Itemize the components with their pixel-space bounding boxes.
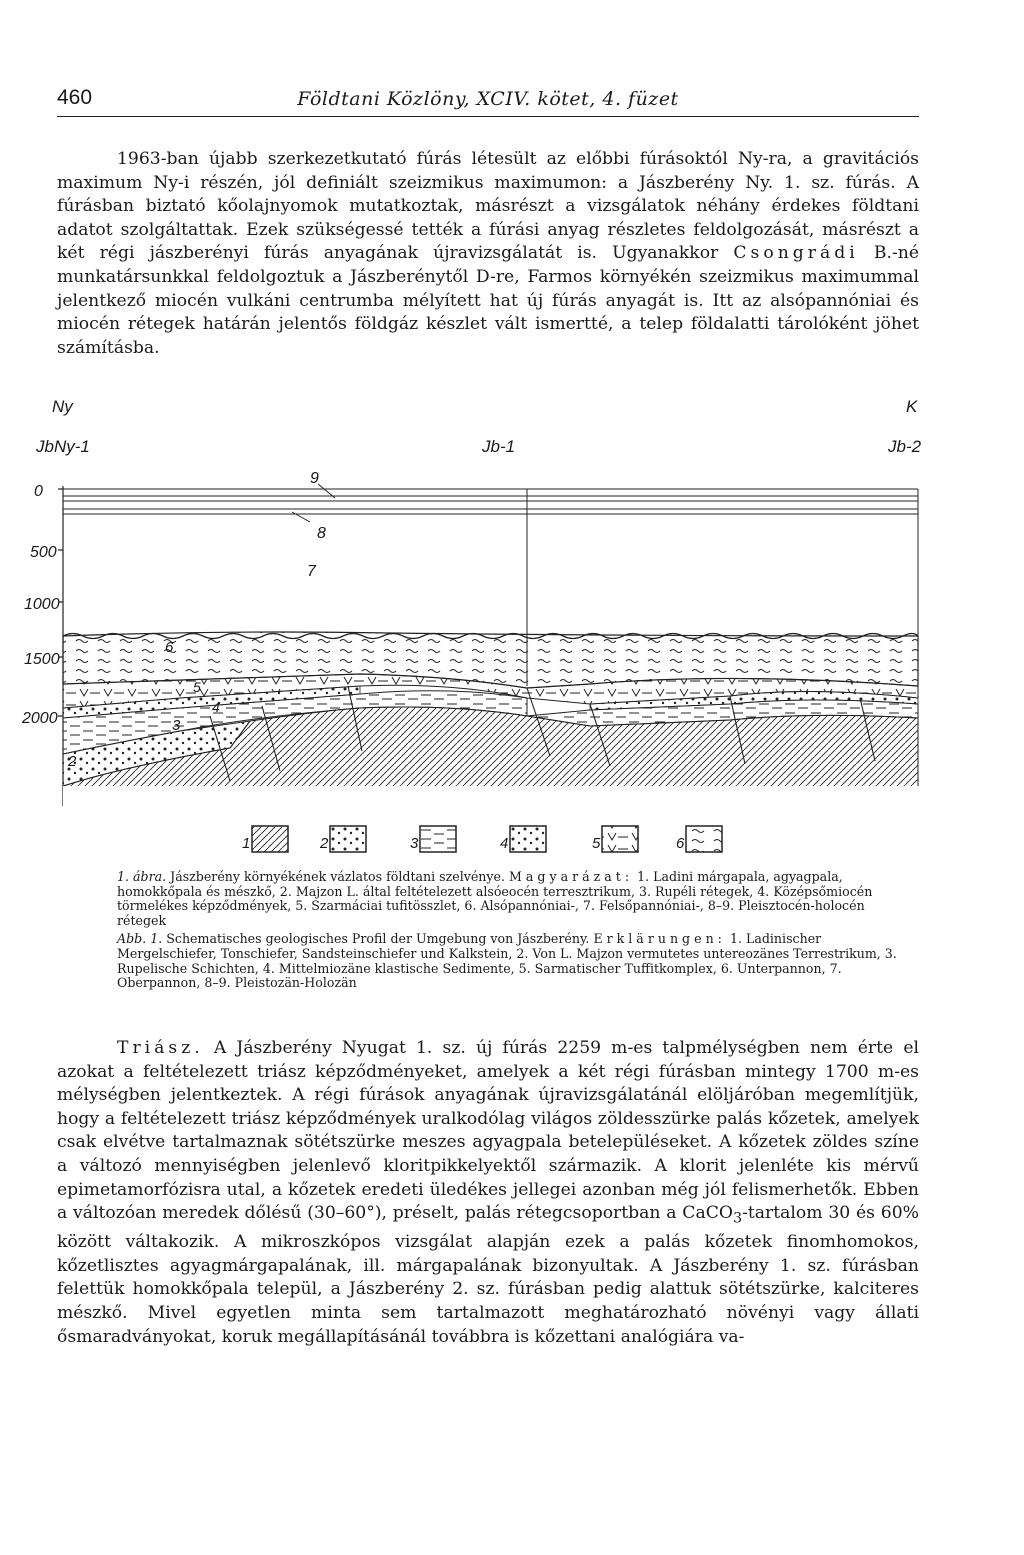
caption-german — [117, 932, 912, 990]
legend-box-1 — [252, 826, 288, 852]
caption-de-label: Abb. 1. — [117, 931, 163, 947]
layer-label-8: 8 — [317, 525, 326, 542]
well-label-jb1: Jb-1 — [482, 437, 516, 456]
paragraph-triassic-text-a: A Jászberény Nyugat 1. sz. új fúrás 2259 m-es talpmélységben nem érte el azokat a feltételezett triász képződményeket, amelyek a két régi fúrásban mintegy 1700 m-es mélységben jelentkeztek. A régi fúrások anyagának újravizsgálatánál elöljáróban megemlítjük, hogy a feltételezett triász képződmények uralkodólag világos zöldesszürke palás kőzetek, amelyek csak elvétve tartalmaznak sötétszürke meszes agyagpala betelepüléseket. A kőzetek zöldes színe a változó mennyiségben jelenlevő kloritpikkelyektől származik. A klorit jelenléte kis mérvű epimetamorfózisra utal, a kőzetek eredeti üledékes jellegei azonban még jól felismerhetők. Ebben a változóan meredek dőlésű (30–60°), préselt, palás rétegcsoportban a CaCO — [57, 1038, 919, 1224]
layer-label-6: 6 — [165, 639, 174, 656]
legend-number-3: 3 — [410, 835, 419, 852]
journal-title: Földtani Közlöny, XCIV. kötet, 4. füzet — [297, 88, 679, 110]
caption-hu-key-text: 1. Ladini márgapala, agyagpala, homokkőpala és mészkő, 2. Majzon L. által feltételezett alsóeocén terresztrikum, 3. Rupéli rétegek, 4. Középsőmiocén törmelékes képződmények, 5. Szarmáciai tufitösszlet, 6. Alsópannóniai-, 7. Felsőpannóniai-, 8–9. Pleisztocén-holocén rétegek — [117, 869, 873, 928]
caption-hu-key-label: Magyarázat: — [509, 869, 634, 884]
caption-hungarian — [117, 870, 912, 928]
legend-box-4 — [510, 826, 546, 852]
depth-label-500: 500 — [30, 544, 57, 561]
author-name: Csongrádi — [733, 243, 859, 264]
layer-label-7: 7 — [307, 563, 316, 580]
depth-label-1000: 1000 — [24, 596, 60, 613]
caption-de-key-label: Erklärungen: — [593, 931, 726, 947]
legend-number-1: 1 — [242, 835, 251, 852]
caption-de-text: Schematisches geologisches Profil der Umgebung von Jászberény. — [166, 931, 590, 947]
caption-de-key-text: 1. Ladinischer Mergelschiefer, Tonschiefer, Sandsteinschiefer und Kalkstein, 2. Von L. Majzon vermutetes untereozänes Terrestrikum, 3. Rupelische Schichten, 4. Mittelmiozäne klastische Sedimente, 5. Sarmatischer Tuffitkomplex, 6. Unterpannon, 7. Oberpannon, 8–9. Pleistozän-Holozän — [117, 931, 897, 991]
legend-number-6: 6 — [676, 835, 685, 852]
subscript-3: 3 — [732, 1210, 743, 1227]
layer-label-2: 2 — [68, 753, 77, 770]
paragraph-intro-part2: B.-né munkatársunkkal feldolgoztuk a Jászberénytől D-re, Farmos környékén szeizmikus maximummal jelentkező miocén vulkáni centrumba mélyített hat új fúrás anyagát is. Itt az alsópannóniai és miocén rétegek határán jelentős földgáz készlet vált ismertté, a telep földalatti tárolóként jöhet számításba. — [57, 243, 919, 358]
layer-label-9: 9 — [310, 470, 319, 487]
page-header — [57, 82, 919, 117]
legend-number-4: 4 — [500, 835, 509, 852]
caption-hu-label: 1. ábra. — [117, 869, 167, 884]
paragraph-intro — [57, 148, 919, 360]
section-mask-bottom — [63, 786, 923, 816]
east-direction-label: K — [906, 397, 918, 416]
legend-number-2: 2 — [320, 835, 329, 852]
cross-section-svg — [22, 386, 950, 866]
paragraph-triassic — [57, 1037, 919, 1349]
depth-label-1500: 1500 — [24, 651, 60, 668]
geologic-cross-section-figure — [22, 386, 950, 866]
paragraph-triassic-text-b: -tartalom 30 és 60% között váltakozik. A mikroszkópos vizsgálat alapján ezek a palás kőzetek finomhomokos, kőzetlisztes agyagmárgapalának, ill. márgapalának bizonyultak. A Jászberény 1. sz. fúrásban felettük homokkőpala települ, a Jászberény 2. sz. fúrásban pedig alattuk sötétszürke, kalciteres mészkő. Mivel egyetlen minta sem tartalmazott meghatározható növényi vagy állati ősmaradványokat, koruk megállapításánál továbbra is kőzettani analógiára va- — [57, 1203, 919, 1347]
well-label-jb2: Jb-2 — [888, 437, 922, 456]
section-heading-triassic: Triász. — [117, 1038, 204, 1058]
page-number: 460 — [57, 86, 93, 109]
legend-box-3 — [420, 826, 456, 852]
legend — [242, 826, 722, 852]
paragraph-intro-part1: 1963-ban újabb szerkezetkutató fúrás létesült az előbbi fúrásoktól Ny-ra, a gravitációs maximum Ny-i részén, jól definiált szeizmikus maximumon: a Jászberény Ny. 1. sz. fúrás. A fúrásban biztató kőolajnyomok mutatkoztak, másrészt a vizsgálatok néhány érdekes földtani adatot szolgáltattak. Ezek szükségessé tették a fúrási anyag részletes feldolgozását, másrészt a két régi jászberényi fúrás anyagának újravizsgálatát is. Ugyanakkor — [57, 149, 919, 264]
legend-number-5: 5 — [592, 835, 601, 852]
west-direction-label: Ny — [52, 397, 73, 416]
depth-label-0: 0 — [34, 483, 43, 500]
depth-label-2000: 2000 — [22, 710, 58, 727]
well-label-jbny1: JbNy-1 — [36, 437, 90, 456]
layer-label-3: 3 — [172, 717, 181, 734]
legend-box-5 — [602, 826, 638, 852]
legend-box-2 — [330, 826, 366, 852]
layer-8-9-lines — [63, 489, 918, 636]
figure-caption — [117, 870, 912, 995]
legend-box-6 — [686, 826, 722, 852]
caption-hu-text: Jászberény környékének vázlatos földtani szelvénye. — [170, 869, 505, 884]
layer-label-5: 5 — [193, 679, 201, 695]
